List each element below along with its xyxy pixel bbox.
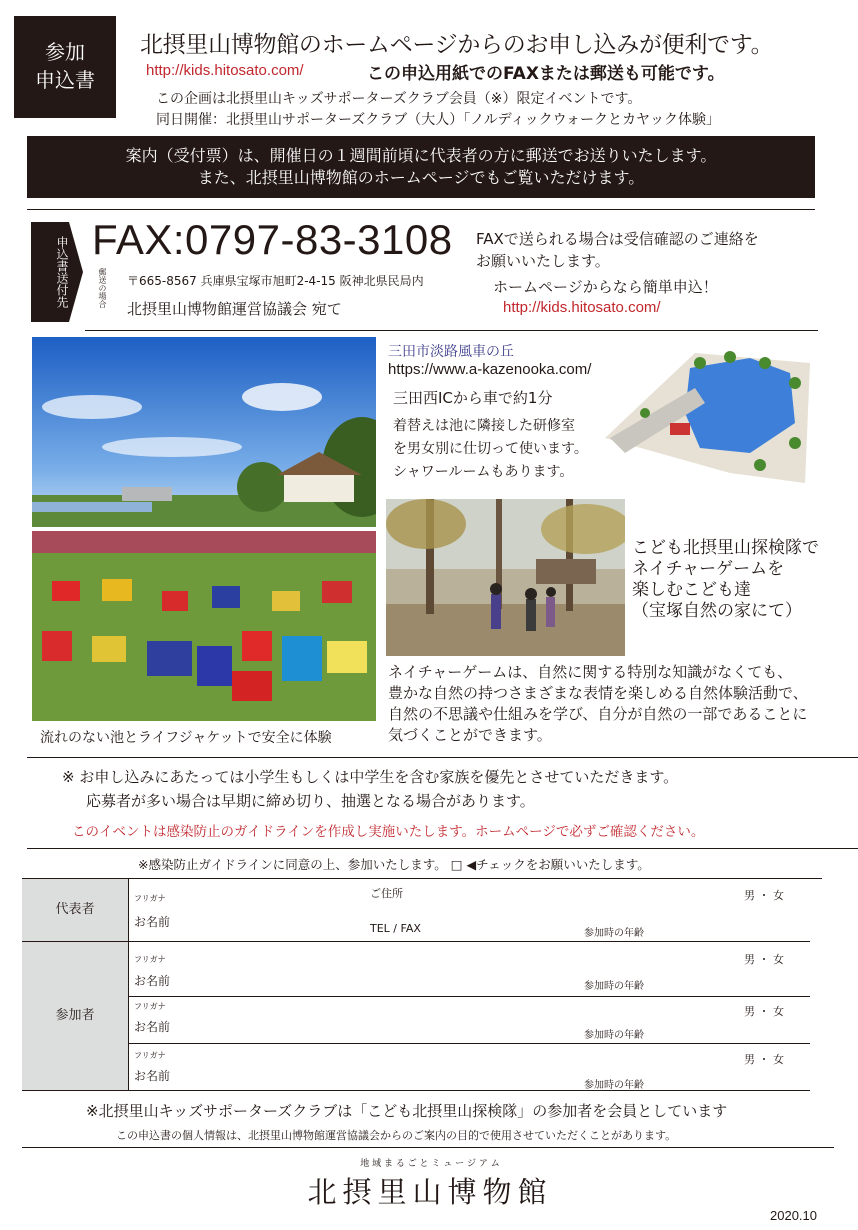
same-day-event: 同日開催：北摂里山サポーターズクラブ（大人）「ノルディックウォークとカヤック体験」 xyxy=(156,112,721,128)
museum-logo: 北摂里山博物館 xyxy=(307,1175,553,1209)
museum-tagline: 地 域 ま る ご と ミ ュ ー ジ ア ム xyxy=(360,1159,500,1169)
kids-nature-game-photo xyxy=(386,499,625,656)
website-link-2[interactable]: http://kids.hitosato.com/ xyxy=(503,299,661,316)
addressee: 北摂里山博物館運営協議会 宛て xyxy=(127,300,342,318)
gender-select[interactable]: 男 ・ 女 xyxy=(744,889,784,902)
priority-note: ※ お申し込みにあたっては小学生もしくは中学生を含む家族を優先とさせていただきます。 xyxy=(62,768,679,786)
gender-select[interactable]: 男 ・ 女 xyxy=(744,1005,784,1018)
notice-bar: 案内（受付票）は、開催日の１週間前頃に代表者の方に郵送でお送りいたします。 また、北摂里山博物館のホームページでもご覧いただけます。 xyxy=(27,136,815,198)
website-link[interactable]: http://kids.hitosato.com/ xyxy=(146,62,304,79)
gender-select[interactable]: 男 ・ 女 xyxy=(744,1053,784,1066)
mail-tag: 郵送の場合 xyxy=(98,268,107,308)
participant-row[interactable] xyxy=(128,942,810,996)
gender-select[interactable]: 男 ・ 女 xyxy=(744,953,784,966)
address-label: ご住所 xyxy=(370,887,403,900)
venue-access: 三田西ICから車で約1分 xyxy=(393,389,553,407)
venue-name: 三田市淡路風車の丘 xyxy=(388,344,514,360)
kids-caption: こども北摂里山探検隊で ネイチャーゲームを 楽しむこども達 （宝塚自然の家にて） xyxy=(632,538,819,621)
age-label: 参加時の年齢 xyxy=(584,1030,644,1041)
headline: 北摂里山博物館のホームページからのお申し込みが便利です。 xyxy=(140,32,774,58)
web-easy-note: ホームページからなら簡単申込！ xyxy=(493,278,718,296)
member-only-note: この企画は北摂里山キッズサポーターズクラブ会員（※）限定イベントです。 xyxy=(156,91,642,107)
lifejacket-caption: 流れのない池とライフジャケットで安全に体験 xyxy=(40,730,332,746)
send-to-tag: 申込書送付先 xyxy=(31,222,69,322)
divider xyxy=(27,848,858,849)
life-jackets-photo xyxy=(32,531,376,721)
age-label: 参加時の年齢 xyxy=(584,928,644,939)
telfax-label: TEL / FAX xyxy=(370,922,421,935)
fax-confirm-line2: お願いいたします。 xyxy=(476,252,610,270)
participant-label: 参加者 xyxy=(22,942,128,1090)
apply-form-badge: 参加 申込書 xyxy=(14,16,116,118)
participant-row[interactable] xyxy=(128,1044,810,1090)
venue-url[interactable]: https://www.a-kazenooka.com/ xyxy=(388,361,592,378)
postal-address: 〒665-8567 兵庫県宝塚市旭町2-4-15 阪神北県民局内 xyxy=(127,274,424,288)
nature-game-description: ネイチャーゲームは、自然に関する特別な知識がなくても、 豊かな自然の持つさまざまな表情を楽しめる自然体験活動で、 自然の不思議や仕組みを学び、自分が自然の一部であることに 気づくことができます。 xyxy=(388,663,808,744)
fax-confirm-line1: FAXで送られる場合は受信確認のご連絡を xyxy=(476,230,759,248)
name-label: お名前 xyxy=(134,974,171,988)
lake-photo xyxy=(32,337,376,527)
changing-room-line2: を男女別に仕切って使います。 xyxy=(393,441,588,457)
representative-label: 代表者 xyxy=(22,879,128,941)
send-to-arrow xyxy=(69,222,83,322)
name-label: お名前 xyxy=(134,1069,171,1083)
divider xyxy=(85,330,818,331)
age-label: 参加時の年齢 xyxy=(584,981,644,992)
furigana-label: フリガナ xyxy=(134,955,166,964)
divider xyxy=(27,757,858,758)
form-bottom-border xyxy=(22,1090,810,1091)
furigana-label: フリガナ xyxy=(134,894,166,903)
issue-date: 2020.10 xyxy=(770,1208,817,1223)
name-label: お名前 xyxy=(134,915,171,929)
lottery-note: 応募者が多い場合は早期に締め切り、抽選となる場合があります。 xyxy=(86,792,535,810)
privacy-note: この申込書の個人情報は、北摂里山博物館運営協議会からのご案内の目的で使用させていただくことがあります。 xyxy=(116,1129,677,1142)
shower-note: シャワールームもあります。 xyxy=(393,464,574,480)
venue-map xyxy=(600,343,818,491)
name-label: お名前 xyxy=(134,1020,171,1034)
furigana-label: フリガナ xyxy=(134,1051,166,1060)
representative-row[interactable] xyxy=(128,879,810,941)
agree-checkbox-line[interactable]: ※感染防止ガイドラインに同意の上、参加いたします。 □ ◀チェックをお願いいたします。 xyxy=(138,857,650,872)
fax-mail-note: この申込用紙でのFAXまたは郵送も可能です。 xyxy=(367,64,725,84)
divider xyxy=(27,209,815,210)
age-label: 参加時の年齢 xyxy=(584,1080,644,1091)
participant-row[interactable] xyxy=(128,997,810,1043)
furigana-label: フリガナ xyxy=(134,1002,166,1011)
divider xyxy=(22,1147,834,1148)
changing-room-line1: 着替えは池に隣接した研修室 xyxy=(393,418,575,434)
fax-number: FAX:0797-83-3108 xyxy=(92,216,453,263)
infection-guideline-note: このイベントは感染防止のガイドラインを作成し実施いたします。ホームページで必ずご確認ください。 xyxy=(72,824,705,840)
club-note: ※北摂里山キッズサポーターズクラブは「こども北摂里山探検隊」の参加者を会員としています xyxy=(86,1102,728,1120)
